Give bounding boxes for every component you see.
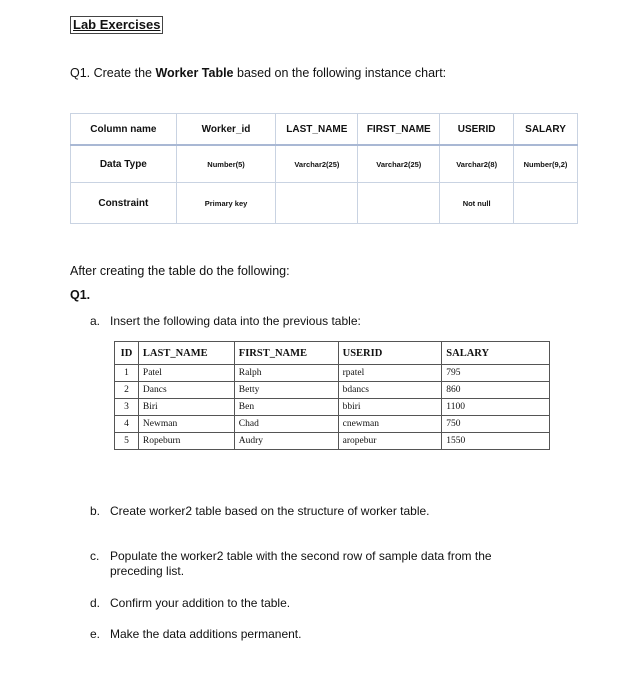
step-letter: d. <box>90 596 101 610</box>
chart-cell: Primary key <box>176 183 276 224</box>
chart-cell: USERID <box>440 114 514 146</box>
step-text: Populate the worker2 table with the second row of sample data from the <box>110 549 492 563</box>
chart-datatype-row <box>71 145 578 183</box>
table-cell: 4 <box>115 416 139 433</box>
after-text: After creating the table do the following: <box>70 264 290 278</box>
chart-cell: Data Type <box>71 145 177 183</box>
step-c-line2: preceding list. <box>110 564 185 578</box>
chart-cell: Column name <box>71 114 177 146</box>
step-text: Insert the following data into the previous table: <box>110 314 361 328</box>
chart-cell: Not null <box>440 183 514 224</box>
table-header-cell: USERID <box>338 342 442 365</box>
chart-cell: Number(5) <box>176 145 276 183</box>
table-cell: Audry <box>234 433 338 450</box>
chart-cell <box>358 183 440 224</box>
chart-cell: FIRST_NAME <box>358 114 440 146</box>
table-row <box>115 433 550 450</box>
step-d <box>90 596 290 610</box>
table-cell: Newman <box>138 416 234 433</box>
table-cell: 860 <box>442 382 550 399</box>
table-row <box>115 416 550 433</box>
chart-cell: Constraint <box>71 183 177 224</box>
page-title: Lab Exercises <box>70 16 163 34</box>
table-cell: Ben <box>234 399 338 416</box>
step-letter: e. <box>90 627 101 641</box>
step-text: Create worker2 table based on the structure of worker table. <box>110 504 430 518</box>
table-cell: 750 <box>442 416 550 433</box>
chart-header-row <box>71 114 578 146</box>
table-cell: bbiri <box>338 399 442 416</box>
table-header-cell: LAST_NAME <box>138 342 234 365</box>
chart-cell <box>514 183 578 224</box>
table-header-cell: SALARY <box>442 342 550 365</box>
q1-intro-prefix: Q1. Create the <box>70 66 156 80</box>
table-cell: cnewman <box>338 416 442 433</box>
table-header-row <box>115 342 550 365</box>
table-cell: 1100 <box>442 399 550 416</box>
table-row <box>115 365 550 382</box>
table-cell: Biri <box>138 399 234 416</box>
step-text: Confirm your addition to the table. <box>110 596 291 610</box>
step-c <box>90 549 492 563</box>
chart-cell <box>276 183 358 224</box>
table-cell: 3 <box>115 399 139 416</box>
chart-cell: Worker_id <box>176 114 276 146</box>
q1-intro-bold: Worker Table <box>155 66 234 80</box>
chart-cell: Varchar2(8) <box>440 145 514 183</box>
step-letter: c. <box>90 549 100 563</box>
table-row <box>115 382 550 399</box>
step-e <box>90 627 301 641</box>
table-cell: bdancs <box>338 382 442 399</box>
step-a <box>90 314 361 328</box>
table-cell: Ropeburn <box>138 433 234 450</box>
table-cell: Patel <box>138 365 234 382</box>
table-cell: Dancs <box>138 382 234 399</box>
table-cell: 5 <box>115 433 139 450</box>
chart-cell: Number(9,2) <box>514 145 578 183</box>
step-text: Make the data additions permanent. <box>110 627 302 641</box>
chart-cell: SALARY <box>514 114 578 146</box>
table-header-cell: FIRST_NAME <box>234 342 338 365</box>
table-cell: 2 <box>115 382 139 399</box>
table-cell: 795 <box>442 365 550 382</box>
sample-data-table <box>114 341 550 450</box>
table-cell: 1550 <box>442 433 550 450</box>
table-cell: Ralph <box>234 365 338 382</box>
q1-label: Q1. <box>70 288 91 302</box>
chart-constraint-row <box>71 183 578 224</box>
table-cell: 1 <box>115 365 139 382</box>
table-row <box>115 399 550 416</box>
table-cell: Betty <box>234 382 338 399</box>
instance-chart <box>70 113 578 224</box>
step-b <box>90 504 430 518</box>
table-cell: Chad <box>234 416 338 433</box>
table-header-cell: ID <box>115 342 139 365</box>
step-letter: a. <box>90 314 101 328</box>
chart-cell: LAST_NAME <box>276 114 358 146</box>
table-cell: rpatel <box>338 365 442 382</box>
q1-intro <box>70 66 446 80</box>
chart-cell: Varchar2(25) <box>276 145 358 183</box>
table-cell: aropebur <box>338 433 442 450</box>
step-letter: b. <box>90 504 101 518</box>
q1-intro-suffix: based on the following instance chart: <box>233 66 447 80</box>
chart-cell: Varchar2(25) <box>358 145 440 183</box>
